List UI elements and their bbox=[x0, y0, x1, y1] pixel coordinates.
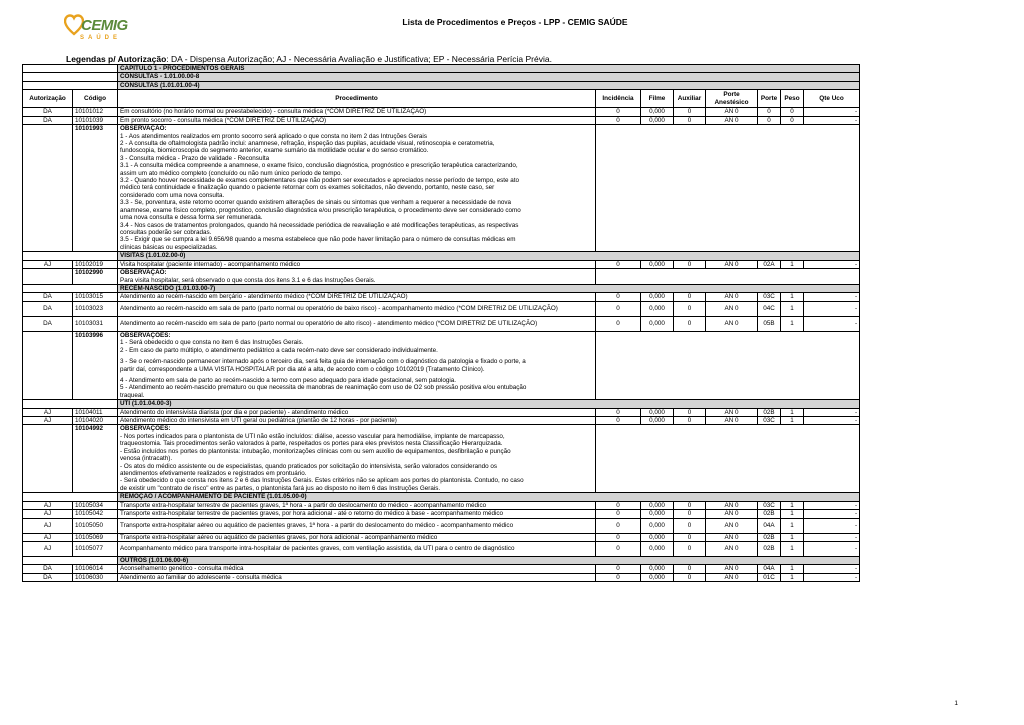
cell-autorizacao: DA bbox=[23, 293, 73, 301]
cell-filme: 0,000 bbox=[641, 316, 674, 331]
section-label: REMOÇÃO / ACOMPANHAMENTO DE PACIENTE (1.01.05.00-0) bbox=[118, 493, 860, 501]
cell-incidencia: 0 bbox=[596, 260, 641, 268]
observation-line: 3.4 - Nos casos de tratamentos prolongados, quando há necessidade periódica de reavaliação e até modificações terapêuticas, as respectivas bbox=[120, 221, 519, 229]
cell-qte-uco: - bbox=[804, 301, 860, 316]
cell-porte: 02A bbox=[758, 260, 781, 268]
cell-incidencia: 0 bbox=[596, 293, 641, 301]
procedures-table bbox=[22, 64, 860, 582]
cell-porte-anestesico: AN 0 bbox=[706, 565, 758, 573]
cell-codigo: 10105077 bbox=[73, 541, 118, 556]
cell-peso: 0 bbox=[781, 116, 804, 124]
cell-porte: 04C bbox=[758, 301, 781, 316]
observation-line: venosa (intracath). bbox=[120, 455, 173, 463]
cell-procedimento: Transporte extra-hospitalar terrestre de pacientes graves, por hora adicional - até o retorno do médico à base - acompanhamento médico bbox=[118, 510, 596, 518]
cell-incidencia: 0 bbox=[596, 510, 641, 518]
observation-line: 1 - Aos atendimentos realizados em pronto socorro será aplicado o que consta no item 2 das Intruções Gerais bbox=[120, 132, 427, 140]
cell-qte-uco: - bbox=[804, 293, 860, 301]
section-row bbox=[23, 400, 860, 408]
cell-procedimento: Atendimento ao recém-nascido em sala de parto (parto normal ou operatório de alto risco) - atendimento médico (*COM DIRETRIZ DE UTILIZAÇÃO) bbox=[118, 316, 596, 331]
cell-incidencia: 0 bbox=[596, 316, 641, 331]
cell-procedimento: Atendimento ao recém-nascido em sala de parto (parto normal ou operatório de baixo risco) - acompanhamento médico (*COM DIRETRIZ DE UTILIZAÇÃO) bbox=[118, 301, 596, 316]
cell-codigo: 10105069 bbox=[73, 533, 118, 541]
legend bbox=[66, 54, 552, 64]
observation-title: OBSERVAÇÕES: bbox=[120, 331, 171, 339]
section-label: RECÉM-NASCIDO (1.01.03.00-7) bbox=[118, 284, 860, 292]
cell-autorizacao: AJ bbox=[23, 541, 73, 556]
header-peso: Peso bbox=[781, 90, 804, 108]
cell-codigo: 10104020 bbox=[73, 417, 118, 425]
table-row bbox=[23, 108, 860, 116]
logo-subtitle: SAÚDE bbox=[80, 35, 122, 41]
observation-line: 2 - Em caso de parto múltiplo, o atendimento pediátrico a cada recém-nato deve ser considerado individualmente. bbox=[120, 346, 438, 354]
observation-line: partir daí, correspondente a UMA VISITA HOSPITALAR por dia até a alta, de acordo com o código 10102019 (Tratamento Clínico). bbox=[120, 365, 485, 373]
cell-autorizacao: DA bbox=[23, 116, 73, 124]
cell-autorizacao: AJ bbox=[23, 417, 73, 425]
observation-title: OBSERVAÇÃO: bbox=[120, 269, 167, 277]
observation-line: Para visita hospitalar, será observado o que consta dos itens 3.1 e 6 das Instruções Gerais. bbox=[120, 276, 376, 284]
observation-code: 10101993 bbox=[73, 125, 118, 252]
cell-porte: 04A bbox=[758, 518, 781, 533]
cell-procedimento: Aconselhamento genético - consulta médica bbox=[118, 565, 596, 573]
cell-codigo: 10106014 bbox=[73, 565, 118, 573]
cell-procedimento: Transporte extra-hospitalar terrestre de pacientes graves, 1ª hora - a partir do deslocamento do médico - acompanhamento médico bbox=[118, 501, 596, 509]
observation-code: 10104992 bbox=[73, 425, 118, 493]
cell-autorizacao: AJ bbox=[23, 260, 73, 268]
section-row-consultas-sub bbox=[23, 81, 860, 89]
cell-porte-anestesico: AN 0 bbox=[706, 501, 758, 509]
cell-codigo: 10102019 bbox=[73, 260, 118, 268]
table-row bbox=[23, 510, 860, 518]
cell-qte-uco: - bbox=[804, 260, 860, 268]
cell-porte-anestesico: AN 0 bbox=[706, 260, 758, 268]
table-row bbox=[23, 293, 860, 301]
section-label: UTI (1.01.04.00-3) bbox=[118, 400, 860, 408]
cell-codigo: 10104011 bbox=[73, 408, 118, 416]
cell-filme: 0,000 bbox=[641, 541, 674, 556]
cell-autorizacao: DA bbox=[23, 565, 73, 573]
observation-line: 5 - Atendimento ao recém-nascido prematuro ou que necessita de manobras de reanimação com uso de O2 sob pressão positiva e/ou entubação bbox=[120, 384, 527, 392]
cell-procedimento: Acompanhamento médico para transporte intra-hospitalar de pacientes graves, com ventilação assistida, da UTI para o centro de diagnóstico bbox=[118, 541, 596, 556]
cell-autorizacao: AJ bbox=[23, 510, 73, 518]
observation-line: uma nova consulta e dessa forma ser remunerada. bbox=[120, 214, 263, 222]
cell-auxiliar: 0 bbox=[674, 518, 706, 533]
table-body bbox=[23, 65, 860, 582]
cell-autorizacao: DA bbox=[23, 108, 73, 116]
observation-line: 3.1 - A consulta médica compreende a anamnese, o exame físico, conclusão diagnóstica, prognóstico e prescrição terapêutica caracterizando, bbox=[120, 162, 518, 170]
cell-porte-anestesico: AN 0 bbox=[706, 108, 758, 116]
cell-filme: 0,000 bbox=[641, 533, 674, 541]
cell-filme: 0,000 bbox=[641, 510, 674, 518]
cell-incidencia: 0 bbox=[596, 116, 641, 124]
cell-peso: 1 bbox=[781, 533, 804, 541]
cell-porte: 03C bbox=[758, 417, 781, 425]
cell-porte-anestesico: AN 0 bbox=[706, 417, 758, 425]
cell-porte-anestesico: AN 0 bbox=[706, 541, 758, 556]
section-label: CONSULTAS - 1.01.00.00-8 bbox=[118, 73, 860, 81]
cell-peso: 1 bbox=[781, 316, 804, 331]
observation-line: médico terá continuidade e finalização quando o paciente retornar com os exames solicitados, não devendo, portanto, neste caso, ser bbox=[120, 184, 495, 192]
cell-porte-anestesico: AN 0 bbox=[706, 408, 758, 416]
cell-porte-anestesico: AN 0 bbox=[706, 293, 758, 301]
table-row bbox=[23, 573, 860, 581]
observation-line: - Os atos do médico assistente ou de especialistas, quando praticados por solicitação do intensivista, serão valorados considerando os bbox=[120, 462, 497, 470]
cell-codigo: 10103023 bbox=[73, 301, 118, 316]
logo-name: CEMIG bbox=[81, 17, 128, 34]
table-row bbox=[23, 260, 860, 268]
header-porte-anestesico: Porte Anestésico bbox=[706, 90, 758, 108]
observation-title: OBSERVAÇÃO: bbox=[120, 125, 167, 133]
observation-line: considerado com uma nova consulta. bbox=[120, 191, 225, 199]
cell-procedimento: Atendimento ao familiar do adolescente - consulta médica bbox=[118, 573, 596, 581]
section-row-consultas bbox=[23, 73, 860, 81]
cell-peso: 1 bbox=[781, 573, 804, 581]
cell-qte-uco: - bbox=[804, 108, 860, 116]
cell-auxiliar: 0 bbox=[674, 510, 706, 518]
cell-filme: 0,000 bbox=[641, 408, 674, 416]
cell-autorizacao: AJ bbox=[23, 518, 73, 533]
table-row bbox=[23, 541, 860, 556]
observation-row bbox=[23, 425, 860, 493]
observation-line: 3 - Consulta médica - Prazo de validade - Reconsulta bbox=[120, 154, 270, 162]
section-label: OUTROS (1.01.06.00-6) bbox=[118, 556, 860, 564]
header-incidencia: Incidência bbox=[596, 90, 641, 108]
cell-auxiliar: 0 bbox=[674, 417, 706, 425]
header-auxiliar: Auxiliar bbox=[674, 90, 706, 108]
cell-porte: 0 bbox=[758, 116, 781, 124]
cell-auxiliar: 0 bbox=[674, 565, 706, 573]
observation-line: consultas poderão ser cobradas. bbox=[120, 229, 212, 237]
cell-procedimento: Atendimento ao recém-nascido em berçário - atendimento médico (*COM DIRETRIZ DE UTILIZAÇÃO) bbox=[118, 293, 596, 301]
cell-auxiliar: 0 bbox=[674, 293, 706, 301]
cell-filme: 0,000 bbox=[641, 573, 674, 581]
cell-autorizacao: AJ bbox=[23, 533, 73, 541]
observation-line: - Será obedecido o que consta nos itens 2 e 6 das Instruções Gerais. Estes critérios não se aplicam aos portes do plantonista. Contudo, no caso bbox=[120, 477, 524, 485]
cell-codigo: 10101039 bbox=[73, 116, 118, 124]
cell-porte: 02B bbox=[758, 408, 781, 416]
cell-filme: 0,000 bbox=[641, 293, 674, 301]
cell-porte: 04A bbox=[758, 565, 781, 573]
header-filme: Filme bbox=[641, 90, 674, 108]
cell-qte-uco: - bbox=[804, 501, 860, 509]
cell-procedimento: Em consultório (no horário normal ou preestabelecido) - consulta médica (*COM DIRETRIZ DE UTILIZAÇÃO) bbox=[118, 108, 596, 116]
observation-line: clínicas básicas ou especializadas. bbox=[120, 243, 218, 251]
cell-incidencia: 0 bbox=[596, 541, 641, 556]
header-codigo: Código bbox=[73, 90, 118, 108]
observation-line: 3 - Se o recém-nascido permanecer internado após o terceiro dia, será feita guia de internação com o diagnóstico da patologia e fixado o porte, a bbox=[120, 358, 526, 366]
cell-porte: 01C bbox=[758, 573, 781, 581]
cell-auxiliar: 0 bbox=[674, 541, 706, 556]
cell-peso: 1 bbox=[781, 565, 804, 573]
table-row bbox=[23, 301, 860, 316]
observation-row bbox=[23, 269, 860, 285]
cell-auxiliar: 0 bbox=[674, 501, 706, 509]
section-row bbox=[23, 556, 860, 564]
legend-label: Legendas p/ Autorização bbox=[66, 54, 167, 64]
table-row bbox=[23, 565, 860, 573]
legend-text: : DA - Dispensa Autorização; AJ - Necessária Avaliação e Justificativa; EP - Necessária Perícia Prévia. bbox=[166, 54, 552, 64]
observation-row bbox=[23, 125, 860, 252]
cell-auxiliar: 0 bbox=[674, 316, 706, 331]
cell-qte-uco: - bbox=[804, 417, 860, 425]
table-row bbox=[23, 533, 860, 541]
observation-line: assim um ato médico completo (concluído ou não num único período de tempo. bbox=[120, 169, 343, 177]
cell-qte-uco: - bbox=[804, 533, 860, 541]
section-label: CONSULTAS (1.01.01.00-4) bbox=[118, 81, 860, 89]
table-row bbox=[23, 316, 860, 331]
table-row bbox=[23, 518, 860, 533]
cell-auxiliar: 0 bbox=[674, 301, 706, 316]
cell-auxiliar: 0 bbox=[674, 116, 706, 124]
cell-peso: 1 bbox=[781, 518, 804, 533]
cell-filme: 0,000 bbox=[641, 116, 674, 124]
observation-line: 3.2 - Quando houver necessidade de exames complementares que não podem ser executados e apreciados nesse período de tempo, este ato bbox=[120, 177, 520, 185]
table-row bbox=[23, 408, 860, 416]
cell-porte: 02B bbox=[758, 541, 781, 556]
observation-line: - Estão incluídos nos portes do plantonista: intubação, monitorizações clínicas com ou sem auxílio de equipamentos, desfibrilação e punção bbox=[120, 447, 511, 455]
cell-codigo: 10101012 bbox=[73, 108, 118, 116]
cell-incidencia: 0 bbox=[596, 417, 641, 425]
cell-porte-anestesico: AN 0 bbox=[706, 316, 758, 331]
section-row-capitulo bbox=[23, 65, 860, 73]
cell-procedimento: Atendimento do intensivista diarista (por dia e por paciente) - atendimento médico bbox=[118, 408, 596, 416]
section-row bbox=[23, 252, 860, 260]
cell-porte-anestesico: AN 0 bbox=[706, 510, 758, 518]
observation-line: atendimentos efetivamente realizados e registrados em prontuário. bbox=[120, 469, 307, 477]
cell-filme: 0,000 bbox=[641, 501, 674, 509]
cell-peso: 1 bbox=[781, 417, 804, 425]
cell-peso: 1 bbox=[781, 501, 804, 509]
cell-procedimento: Transporte extra-hospitalar aéreo ou aquático de pacientes graves, 1ª hora - a partir do deslocamento do médico - acompanhamento médico bbox=[118, 518, 596, 533]
cell-autorizacao: DA bbox=[23, 301, 73, 316]
observation-code: 10103996 bbox=[73, 331, 118, 399]
cell-porte-anestesico: AN 0 bbox=[706, 533, 758, 541]
cell-incidencia: 0 bbox=[596, 301, 641, 316]
cell-incidencia: 0 bbox=[596, 408, 641, 416]
observation-line: de existir um "contrato de risco" entre as partes, o plantonista fará jus ao disposto no item 6 das Instruções Gerais. bbox=[120, 484, 441, 492]
header-porte: Porte bbox=[758, 90, 781, 108]
cell-qte-uco: - bbox=[804, 518, 860, 533]
cell-autorizacao: DA bbox=[23, 316, 73, 331]
cell-porte-anestesico: AN 0 bbox=[706, 116, 758, 124]
cell-porte: 03C bbox=[758, 501, 781, 509]
cell-filme: 0,000 bbox=[641, 260, 674, 268]
cell-codigo: 10106030 bbox=[73, 573, 118, 581]
cell-porte-anestesico: AN 0 bbox=[706, 573, 758, 581]
cell-porte-anestesico: AN 0 bbox=[706, 301, 758, 316]
cell-qte-uco: - bbox=[804, 408, 860, 416]
cell-peso: 1 bbox=[781, 541, 804, 556]
section-label: CAPÍTULO 1 - PROCEDIMENTOS GERAIS bbox=[118, 65, 860, 73]
cell-autorizacao: DA bbox=[23, 573, 73, 581]
cell-autorizacao: AJ bbox=[23, 501, 73, 509]
cell-qte-uco: - bbox=[804, 316, 860, 331]
observation-line: fundoscopia, biomicroscopia do segmento anterior, exame sumário da motilidade ocular e do senso cromático. bbox=[120, 147, 429, 155]
cell-procedimento: Em pronto socorro - consulta médica (*COM DIRETRIZ DE UTILIZAÇÃO) bbox=[118, 116, 596, 124]
cell-codigo: 10103031 bbox=[73, 316, 118, 331]
cemig-saude-logo bbox=[64, 14, 126, 44]
observation-line: 4 - Atendimento em sala de parto ao recém-nascido a termo com peso adequado para idade gestacional, sem patologia. bbox=[120, 376, 457, 384]
observation-line: 2 - A consulta de oftalmologista padrão inclui: anamnese, refração, inspeção das pupilas, acuidade visual, retinoscopia e ceratometria, bbox=[120, 139, 495, 147]
observation-line: 1 - Será obedecido o que consta no item 6 das Instruções Gerais. bbox=[120, 339, 304, 347]
column-header-row bbox=[23, 90, 860, 108]
cell-porte: 03C bbox=[758, 293, 781, 301]
cell-qte-uco: - bbox=[804, 116, 860, 124]
table-row bbox=[23, 417, 860, 425]
cell-porte: 02B bbox=[758, 510, 781, 518]
cell-auxiliar: 0 bbox=[674, 108, 706, 116]
observation-row bbox=[23, 331, 860, 399]
cell-incidencia: 0 bbox=[596, 501, 641, 509]
cell-peso: 1 bbox=[781, 301, 804, 316]
cell-porte: 0 bbox=[758, 108, 781, 116]
page-number: 1 bbox=[954, 700, 958, 707]
observation-line: traqueostomia. Tais procedimentos serão valorados à parte, respeitados os portes para eles previstos nesta Classificação Hierarquizada. bbox=[120, 440, 503, 448]
cell-peso: 0 bbox=[781, 108, 804, 116]
section-row bbox=[23, 284, 860, 292]
section-label: VISITAS (1.01.02.00-0) bbox=[118, 252, 860, 260]
cell-incidencia: 0 bbox=[596, 518, 641, 533]
header-qte-uco: Qte Uco bbox=[804, 90, 860, 108]
cell-auxiliar: 0 bbox=[674, 408, 706, 416]
table-row bbox=[23, 116, 860, 124]
observation-code: 10102990 bbox=[73, 269, 118, 285]
cell-procedimento: Visita hospitalar (paciente internado) - acompanhamento médico bbox=[118, 260, 596, 268]
cell-porte-anestesico: AN 0 bbox=[706, 518, 758, 533]
cell-codigo: 10105034 bbox=[73, 501, 118, 509]
observation-line: anamnese, exame físico completo, prognóstico, conclusão diagnóstica e/ou prescrição terapêutica, o procedimento deve ser considerado como bbox=[120, 206, 521, 214]
observation-line: 3.3 - Se, porventura, este retorno ocorrer quando existirem alterações de sinais ou sintomas que venham a requerer a necessidade de nova bbox=[120, 199, 511, 207]
cell-peso: 1 bbox=[781, 408, 804, 416]
cell-incidencia: 0 bbox=[596, 573, 641, 581]
cell-porte: 02B bbox=[758, 533, 781, 541]
cell-codigo: 10105050 bbox=[73, 518, 118, 533]
cell-filme: 0,000 bbox=[641, 565, 674, 573]
cell-procedimento: Transporte extra-hospitalar aéreo ou aquático de pacientes graves, por hora adicional - acompanhamento médico bbox=[118, 533, 596, 541]
cell-incidencia: 0 bbox=[596, 108, 641, 116]
cell-auxiliar: 0 bbox=[674, 260, 706, 268]
cell-auxiliar: 0 bbox=[674, 533, 706, 541]
observation-title: OBSERVAÇÕES: bbox=[120, 425, 171, 433]
cell-qte-uco: - bbox=[804, 510, 860, 518]
cell-auxiliar: 0 bbox=[674, 573, 706, 581]
cell-incidencia: 0 bbox=[596, 565, 641, 573]
header-autorizacao: Autorização bbox=[23, 90, 73, 108]
cell-procedimento: Atendimento médico do intensivista em UTI geral ou pediátrica (plantão de 12 horas - por paciente) bbox=[118, 417, 596, 425]
cell-incidencia: 0 bbox=[596, 533, 641, 541]
cell-peso: 1 bbox=[781, 260, 804, 268]
observation-line: traqueal. bbox=[120, 391, 145, 399]
document-title: Lista de Procedimentos e Preços - LPP - CEMIG SAÚDE bbox=[402, 17, 628, 27]
table-row bbox=[23, 501, 860, 509]
cell-qte-uco: - bbox=[804, 565, 860, 573]
cell-qte-uco: - bbox=[804, 573, 860, 581]
cell-filme: 0,000 bbox=[641, 518, 674, 533]
cell-filme: 0,000 bbox=[641, 108, 674, 116]
cell-peso: 1 bbox=[781, 293, 804, 301]
cell-porte: 05B bbox=[758, 316, 781, 331]
section-row bbox=[23, 493, 860, 501]
cell-autorizacao: AJ bbox=[23, 408, 73, 416]
cell-peso: 1 bbox=[781, 510, 804, 518]
cell-filme: 0,000 bbox=[641, 417, 674, 425]
observation-line: - Nos portes indicados para o plantonista de UTI não estão incluídos: diálise, acesso vascular para hemodiálise, implante de marcapasso, bbox=[120, 432, 505, 440]
cell-codigo: 10105042 bbox=[73, 510, 118, 518]
observation-line: 3.5 - Exigir que se cumpra a lei 9.656/98 quando a mesma estabelece que não pode haver limitação para o número de consultas médicas em bbox=[120, 236, 516, 244]
cell-filme: 0,000 bbox=[641, 301, 674, 316]
header-procedimento: Procedimento bbox=[118, 90, 596, 108]
cell-qte-uco: - bbox=[804, 541, 860, 556]
cell-codigo: 10103015 bbox=[73, 293, 118, 301]
